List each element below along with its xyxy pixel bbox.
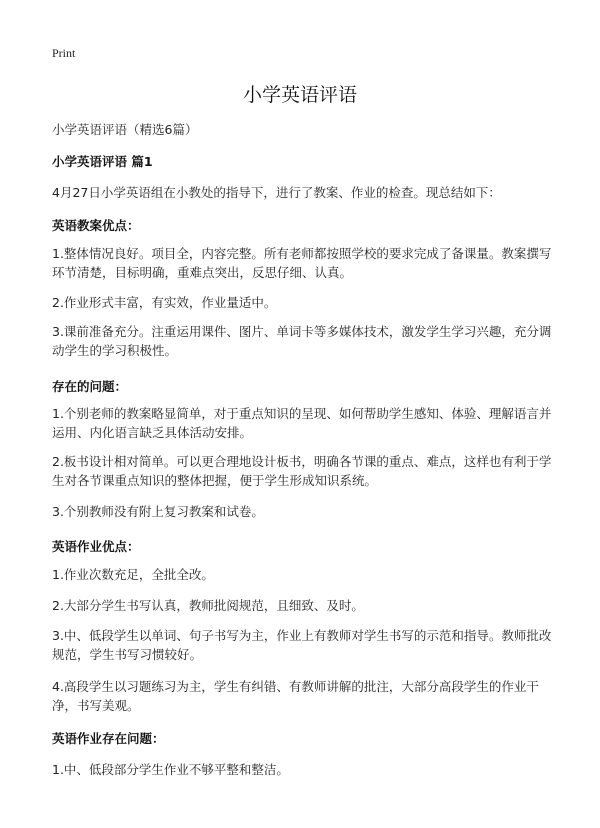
- list-item: 2.板书设计相对简单。可以更合理地设计板书，明确各节课的重点、难点，这样也有利于学生对各节课重点知识的整体把握，便于学生形成知识系统。: [52, 454, 552, 488]
- section-heading-problems: 存在的问题：: [52, 379, 128, 394]
- list-item: 2.大部分学生书写认真，教师批阅规范，且细致、及时。: [52, 598, 364, 613]
- list-item: 3.中、低段学生以单词、句子书写为主，作业上有教师对学生书写的示范和指导。教师批改规范，学生书写习惯较好。: [52, 628, 552, 662]
- section-heading-homework-problems: 英语作业存在问题：: [52, 731, 165, 746]
- section-heading-homework-strengths: 英语作业优点：: [52, 539, 140, 554]
- page-title: 小学英语评语: [242, 84, 357, 106]
- list-item: 1.整体情况良好。项目全，内容完整。所有老师都按照学校的要求完成了备课量。教案撰写环节清楚，目标明确，重难点突出，反思仔细、认真。: [52, 246, 552, 280]
- list-item: 1.作业次数充足，全批全改。: [52, 567, 214, 582]
- list-item: 1.中、低段部分学生作业不够平整和整洁。: [52, 762, 289, 777]
- list-item: 3.个别教师没有附上复习教案和试卷。: [52, 504, 264, 519]
- intro-paragraph: 4月27日小学英语组在小教处的指导下，进行了教案、作业的检查。现总结如下：: [52, 185, 501, 200]
- list-item: 2.作业形式丰富，有实效，作业量适中。: [52, 295, 277, 310]
- print-link[interactable]: Print: [52, 46, 76, 60]
- document-subtitle: 小学英语评语（精选6篇）: [52, 122, 198, 137]
- list-item: 1.个别老师的教案略显简单，对于重点知识的呈现、如何帮助学生感知、体验、理解语言并运用、内化语言缺乏具体活动安排。: [52, 406, 552, 440]
- list-item: 3.课前准备充分。注重运用课件、图片、单词卡等多媒体技术，激发学生学习兴趣，充分调动学生的学习积极性。: [52, 324, 552, 358]
- article-heading: 小学英语评语 篇1: [52, 154, 153, 169]
- section-heading-lesson-plan-strengths: 英语教案优点：: [52, 218, 140, 233]
- list-item: 4.高段学生以习题练习为主，学生有纠错、有教师讲解的批注，大部分高段学生的作业干净，书写美观。: [52, 679, 539, 713]
